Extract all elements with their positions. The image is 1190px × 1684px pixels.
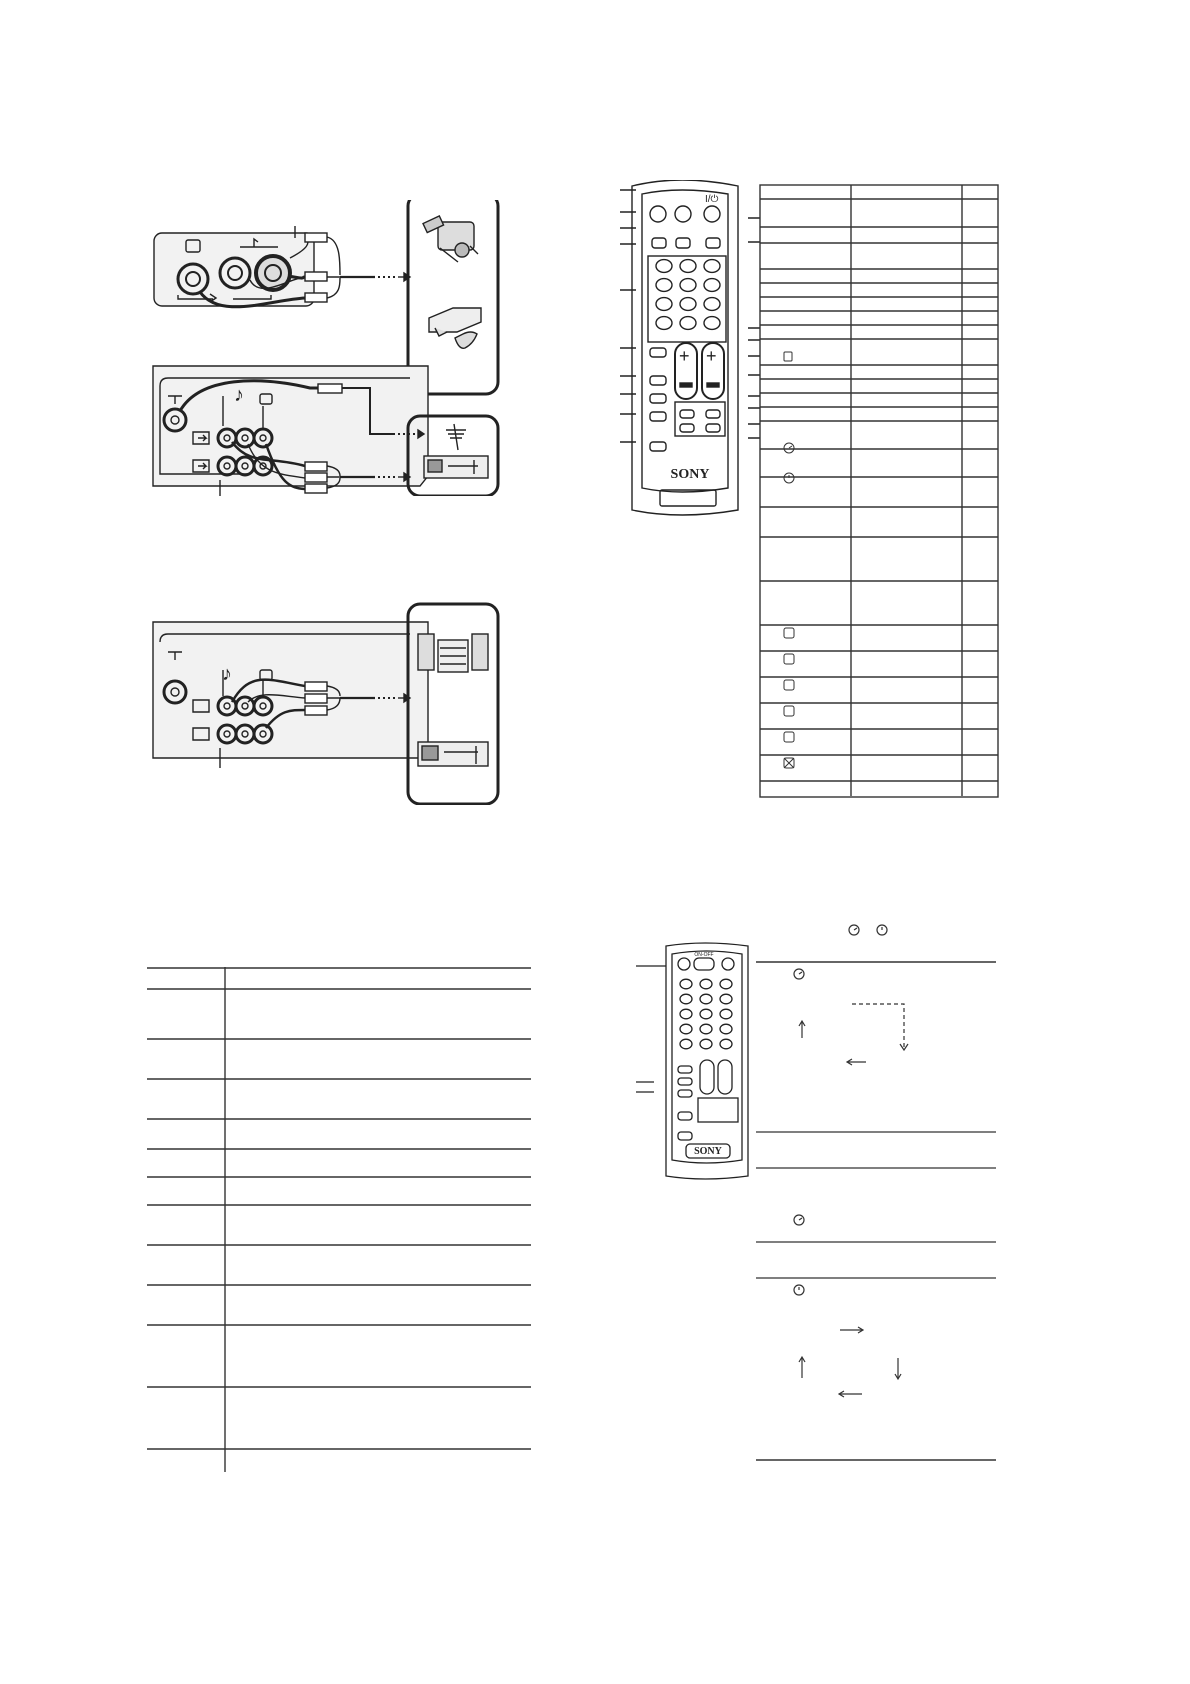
clock-icon (784, 443, 794, 453)
clock-icon (849, 925, 859, 935)
clock-timer-flow-diagram (756, 912, 1006, 1472)
rear-panel-vcr-connection-diagram (140, 356, 540, 496)
number-button (656, 260, 672, 273)
rear-panel-hifi-connection-diagram (140, 600, 540, 805)
number-button (704, 279, 720, 292)
timer-icon (784, 473, 794, 483)
remote-brand: SONY (670, 467, 710, 482)
number-button (680, 994, 692, 1004)
teletext-icon (784, 352, 792, 361)
number-button (680, 260, 696, 273)
mute-button (650, 206, 666, 222)
number-button (700, 1009, 712, 1019)
number-button (704, 298, 720, 311)
timer-icon (877, 925, 887, 935)
number-button (656, 298, 672, 311)
remote2-power-label: ON-OFF (694, 952, 714, 958)
number-button (680, 317, 696, 330)
number-button (680, 1024, 692, 1034)
number-button (700, 994, 712, 1004)
number-button (680, 279, 696, 292)
number-button (720, 1024, 732, 1034)
svg-text:+: + (706, 346, 717, 366)
number-button (720, 1009, 732, 1019)
camcorder-icon (423, 216, 478, 262)
note-icon: ♪ (222, 663, 232, 685)
number-button (656, 279, 672, 292)
game-console-icon (429, 308, 481, 348)
number-button (704, 260, 720, 273)
number-button (680, 979, 692, 989)
remote-control-diagram (620, 180, 760, 520)
number-button (720, 994, 732, 1004)
number-button (700, 979, 712, 989)
remote2-brand: SONY (694, 1146, 722, 1157)
vcr-icon (424, 424, 488, 478)
number-button (700, 1024, 712, 1034)
power-icon: I/⏻ (705, 194, 719, 205)
number-button (656, 317, 672, 330)
power-button (704, 206, 720, 222)
info-button (675, 206, 691, 222)
number-button (720, 1039, 732, 1049)
vcr-icon (418, 742, 488, 766)
number-button (720, 979, 732, 989)
specifications-table (147, 967, 531, 1472)
remote-control-small-diagram (636, 942, 756, 1182)
number-button (680, 1009, 692, 1019)
audio-jack-right (256, 256, 290, 290)
svg-text:+: + (679, 346, 690, 366)
number-button (700, 1039, 712, 1049)
hifi-icon (418, 634, 488, 672)
rear-panel (153, 622, 428, 758)
number-button (704, 317, 720, 330)
note-icon: ♪ (234, 384, 244, 406)
remote-functions-table (759, 184, 999, 804)
number-button (680, 1039, 692, 1049)
number-button (680, 298, 696, 311)
